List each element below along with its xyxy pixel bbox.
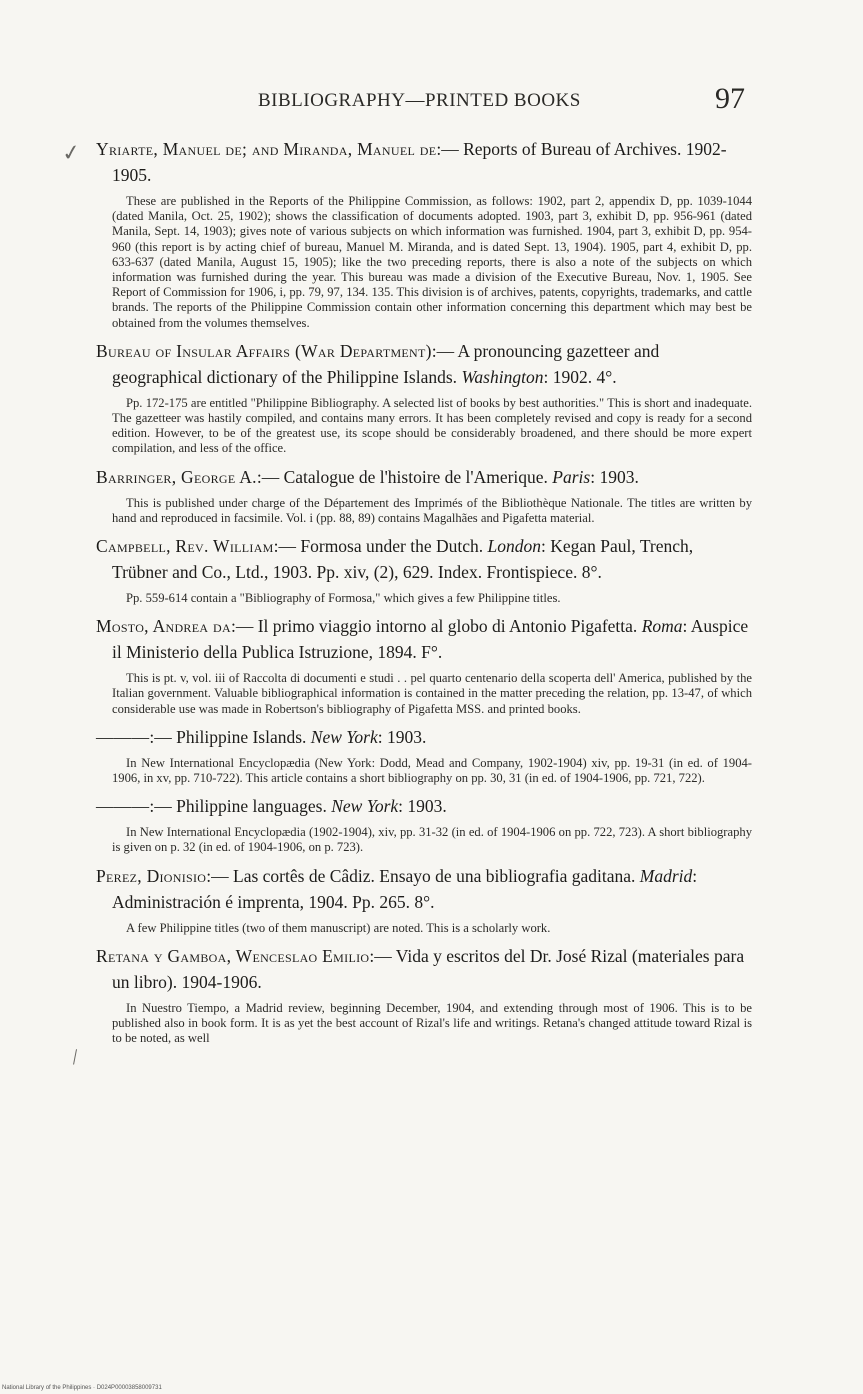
entry-title: :— Las cortês de Câdiz. Ensayo de una bibliografia gaditana. — [206, 865, 636, 886]
entry-heading — [96, 136, 752, 188]
entry-note: This is pt. v, vol. iii of Raccolta di documenti e studi . . pel quarto centenario della scoperta dell' America, published by the Italian government. Valuable bibliographical information is contained in the matter preceding the relation, pp. 13-47, of which considerable use was made in Robertson's bibliography of Pigafetta MSS. and printed books. — [112, 671, 752, 716]
bibliography-entry — [96, 136, 752, 331]
entry-author: ——— — [96, 796, 150, 817]
entry-title: :— Catalogue de l'histoire de l'Amerique. — [256, 466, 548, 487]
entry-place: New York — [310, 726, 378, 747]
entry-place: Washington — [461, 366, 544, 387]
bibliography-entry — [96, 793, 752, 855]
entry-heading — [96, 613, 752, 665]
running-head: BIBLIOGRAPHY—PRINTED BOOKS — [258, 90, 581, 111]
bibliography-entry — [96, 943, 752, 1047]
entry-title: :— Reports of Bureau of Archives. 1902-1905. — [112, 139, 727, 185]
entry-place: Roma — [641, 616, 683, 637]
entry-heading — [96, 863, 752, 915]
bibliography-entry — [96, 338, 752, 457]
entry-title: :— Philippine languages. — [149, 796, 327, 817]
entry-title: :— Philippine Islands. — [149, 726, 307, 747]
bibliography-list — [96, 136, 752, 1053]
bibliography-entry — [96, 863, 752, 936]
entry-imprint: : 1903. — [590, 466, 639, 487]
entry-author: Yriarte, Manuel de; and Miranda, Manuel de — [96, 139, 437, 159]
entry-note: Pp. 172-175 are entitled "Philippine Bibliography. A selected list of books by best authorities." This is short and inadequate. The gazetteer was hastily compiled, and contains many errors. It has been completely revised and copy is ready for a second edition. However, to be of the greatest use, its scope should be considerably broadened, and there should be more expert compilation, and less of the office. — [112, 395, 752, 456]
entry-title: :— Il primo viaggio intorno al globo di Antonio Pigafetta. — [230, 616, 638, 637]
entry-heading — [96, 943, 752, 995]
entry-heading — [96, 338, 752, 390]
entry-title: :— A pronouncing gazetteer and geographical dictionary of the Philippine Islands. — [112, 340, 660, 387]
entry-note: In New International Encyclopædia (1902-1904), xiv, pp. 31-32 (in ed. of 1904-1906 on pp. 722, 723). A short bibliography is given on p. 32 (in ed. of 1904-1906, on p. 723). — [112, 825, 752, 855]
entry-imprint: : 1903. — [398, 796, 447, 817]
bibliography-entry — [96, 724, 752, 786]
entry-imprint: : Auspice il Ministerio della Publica Istruzione, 1894. F°. — [112, 616, 749, 663]
entry-note: A few Philippine titles (two of them manuscript) are noted. This is a scholarly work. — [126, 920, 551, 935]
entry-note: In New International Encyclopædia (New York: Dodd, Mead and Company, 1902-1904) xiv, pp. 19-31 (in ed. of 1904-1906, in xv, pp. 710-722). This article contains a short bibliography on pp. 30, 31 (in ed. of 1904-1906, pp. 721, 722). — [112, 755, 752, 786]
entry-place: Madrid — [639, 865, 693, 886]
library-stamp: National Library of the Philippines · D024P00003858009731 — [2, 1385, 162, 1391]
entry-title: :— Vida y escritos del Dr. José Rizal (materiales para un libro). 1904-1906. — [112, 945, 745, 992]
bibliography-entry — [96, 464, 752, 526]
entry-heading — [96, 533, 752, 585]
page-header — [100, 82, 745, 120]
entry-heading — [96, 793, 752, 819]
pencil-mark-icon: / — [70, 1043, 80, 1070]
entry-place: Paris — [552, 466, 591, 487]
entry-imprint: : Kegan Paul, Trench, Trübner and Co., Ltd., 1903. Pp. xiv, (2), 629. Index. Frontispiece. 8°. — [112, 536, 694, 583]
entry-imprint: : Administración é imprenta, 1904. Pp. 265. 8°. — [112, 865, 698, 912]
entry-note: This is published under charge of the Département des Imprimés of the Bibliothèque Nationale. The titles are written by hand and reproduced in facsimile. Vol. i (pp. 88, 89) contains Magalhães and Pigafetta material. — [112, 495, 752, 525]
entry-author: Perez, Dionisio — [96, 865, 207, 886]
pencil-check-icon: ✓ — [60, 138, 83, 167]
entry-author: Bureau of Insular Affairs (War Department) — [96, 340, 432, 361]
bibliography-entry — [96, 613, 752, 717]
entry-author: Mosto, Andrea da — [96, 616, 231, 637]
entry-imprint: : 1903. — [377, 726, 427, 747]
bibliography-entry — [96, 533, 752, 606]
entry-author: ——— — [96, 726, 150, 747]
page-number: 97 — [715, 82, 745, 115]
entry-imprint: : 1902. 4°. — [543, 366, 617, 387]
entry-note: In Nuestro Tiempo, a Madrid review, beginning December, 1904, and extending through most of 1906. This is to be published also in book form. It is as yet the best account of Rizal's life and writings. Retana's changed attitude toward Rizal is to be noted, as well — [112, 1000, 752, 1046]
entry-author: Barringer, George A. — [96, 466, 257, 487]
entry-heading — [96, 464, 752, 490]
entry-author: Campbell, Rev. William — [96, 536, 274, 557]
entry-author: Retana y Gamboa, Wenceslao Emilio — [96, 945, 370, 966]
entry-note: Pp. 559-614 contain a "Bibliography of Formosa," which gives a few Philippine titles. — [126, 591, 561, 606]
entry-place: New York — [331, 796, 399, 817]
entry-note: These are published in the Reports of the Philippine Commission, as follows: 1902, part 2, appendix D, pp. 1039-1044 (dated Manila, Oct. 25, 1902); shows the classification of documents adopted. 1903, part 3, exhibit D, pp. 956-961 (dated Manila, Sept. 14, 1903); gives note of various subjects on which information was furnished. 1904, part 3, exhibit D, pp. 954-960 (this report is by acting chief of bureau, Manuel M. Miranda, and is dated Sept. 13, 1904). 1905, part 4, exhibit D, pp. 633-637 (dated Manila, August 15, 1905); like the two preceding reports, there is also a note of the subjects on which information was furnished during the year. This bureau was made a division of the Executive Bureau, Nov. 1, 1905. See Report of Commission for 1906, i, pp. 79, 97, 134. 135. This division is of archives, patents, copyrights, trademarks, and cattle brands. The reports of the Philippine Commission contain other information concerning this department which may best be obtained from the volumes themselves. — [112, 194, 752, 330]
entry-place: London — [487, 536, 541, 557]
entry-title: :— Formosa under the Dutch. — [273, 536, 484, 557]
entry-heading — [96, 724, 752, 750]
